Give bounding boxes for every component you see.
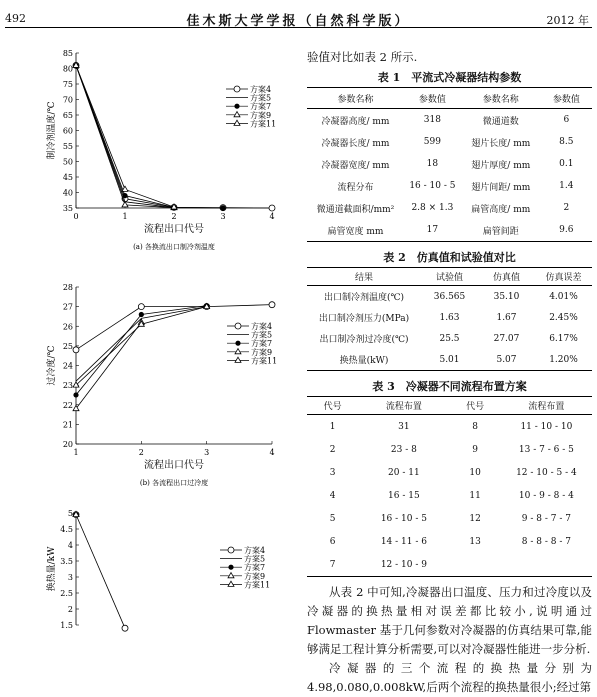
table-cell: 8	[472, 421, 478, 432]
series-line	[76, 65, 272, 208]
y-axis-label: 过冷度/℃	[47, 345, 57, 386]
data-point-marker	[235, 323, 241, 329]
table-condenser-parameters	[307, 87, 592, 242]
legend-entry: 方案5	[250, 93, 272, 103]
data-point-marker	[234, 120, 240, 125]
table-row	[307, 415, 592, 439]
table-cell: 翅片厚度/ mm	[471, 160, 531, 171]
table-cell: 微通道截面积/mm²	[316, 204, 395, 215]
table-row	[307, 507, 592, 530]
table-row	[307, 461, 592, 484]
table-cell: 换热量(kW)	[339, 356, 389, 366]
table-cell: 11	[469, 490, 481, 501]
data-point-marker	[138, 304, 144, 310]
data-point-marker	[269, 205, 275, 211]
table-cell: 1.67	[496, 312, 517, 323]
legend-entry: 方案5	[251, 330, 273, 340]
table-cell: 8 - 8 - 8 - 7	[521, 536, 571, 547]
table-row	[307, 438, 592, 461]
y-tick-label: 45	[62, 173, 73, 182]
series-line	[76, 322, 141, 408]
data-point-marker	[228, 573, 234, 578]
legend-entry: 方案4	[250, 85, 272, 94]
table-cell: 5.01	[439, 354, 460, 365]
table-row	[307, 175, 592, 197]
figure-caption: (a) 各换流出口制冷剂温度	[133, 243, 215, 251]
table3-header-cell: 代号	[449, 397, 500, 415]
table-cell: 冷凝器长度/ mm	[321, 138, 390, 149]
table2-header-cell: 结果	[307, 268, 421, 286]
table-cell: 冷凝器高度/ mm	[321, 116, 390, 127]
series-方案4	[73, 512, 128, 632]
paragraph-heat-transfer: 冷凝器的三个流程的换热量分别为 4.98,0.080,0.008kW,后两个流程的换热量很小;经过第	[307, 661, 592, 694]
figure-caption: (b) 各流程出口过冷度	[139, 479, 209, 487]
table-cell: 599	[423, 137, 441, 147]
table-cell: 1.63	[439, 312, 460, 323]
table-cell: 23 - 8	[390, 444, 417, 455]
table-cell: 12 - 10 - 5 - 4	[516, 467, 577, 478]
y-tick-label: 75	[62, 80, 73, 89]
y-axis-label: 制冷剂温度/℃	[47, 101, 57, 160]
table-cell: 16 - 10 - 5	[409, 181, 456, 191]
table-cell: 13 - 7 - 6 - 5	[518, 444, 574, 455]
table1-header-cell: 参数值	[541, 88, 592, 109]
table-cell	[449, 553, 500, 577]
table-cell	[501, 553, 592, 577]
table2-header-cell: 仿真误差	[535, 268, 592, 286]
y-tick-label: 2	[67, 605, 73, 614]
page-number: 492	[5, 12, 26, 25]
table-row	[307, 109, 592, 132]
table1-title: 表 1 平流式冷凝器结构参数	[377, 71, 522, 84]
series-方案4	[73, 302, 275, 353]
table-cell: 12 - 10 - 9	[380, 559, 427, 570]
legend-entry: 方案9	[250, 110, 272, 120]
table-cell: 9 - 8 - 7 - 7	[521, 513, 571, 524]
table-cell: 2	[329, 444, 336, 455]
data-point-marker	[234, 86, 240, 92]
legend-entry: 方案4	[251, 322, 273, 331]
table-cell: 0.1	[559, 159, 574, 169]
table-cell: 流程分布	[337, 182, 374, 193]
table2-header-cell: 仿真值	[478, 268, 535, 286]
y-tick-label: 23	[62, 381, 73, 391]
table-cell: 7	[329, 559, 336, 570]
table-row	[307, 328, 592, 349]
table2-title: 表 2 仿真值和试验值对比	[383, 251, 516, 264]
legend-entry: 方案4	[244, 546, 266, 555]
data-point-marker	[122, 202, 128, 207]
table-cell: 4.01%	[549, 291, 578, 302]
legend-entry: 方案11	[251, 356, 278, 366]
table-cell: 9.6	[559, 225, 574, 235]
table-cell: 35.10	[493, 291, 520, 302]
series-方案7	[73, 63, 225, 211]
table-cell: 1	[329, 421, 336, 432]
y-tick-label: 4	[67, 541, 73, 550]
x-axis-label: 流程出口代号	[144, 224, 204, 235]
legend-entry: 方案7	[244, 563, 266, 573]
data-point-marker	[235, 349, 241, 354]
table3-header-cell: 流程布置	[501, 397, 592, 415]
y-tick-label: 60	[62, 126, 73, 136]
y-tick-label: 21	[62, 420, 73, 430]
y-tick-label: 22	[62, 400, 73, 410]
table-row	[307, 219, 592, 242]
table-cell: 36.565	[433, 291, 466, 302]
table-row	[307, 307, 592, 328]
table-row	[307, 484, 592, 507]
table-row	[307, 197, 592, 219]
legend-entry: 方案9	[251, 347, 273, 357]
data-point-marker	[269, 302, 275, 308]
table-cell: 13	[469, 536, 481, 547]
table-flow-layout-schemes	[307, 396, 592, 577]
series-line	[76, 65, 223, 208]
table-row	[307, 131, 592, 153]
table1-header-cell: 参数值	[404, 88, 461, 109]
y-tick-label: 27	[62, 302, 73, 312]
table-cell: 10 - 9 - 8 - 4	[518, 490, 574, 501]
data-point-marker	[228, 547, 234, 553]
table-cell: 5.07	[496, 354, 517, 365]
table-cell: 27.07	[493, 333, 520, 344]
paragraph-analysis: 从表 2 中可知,冷凝器出口温度、压力和过冷度以及冷凝器的换热量相对误差都比较小,说明通过 Flowmaster 基于几何参数对冷凝器的仿真结果可靠,能够满足工程计算分析需要,可以对冷凝器性能进一步分析.	[307, 585, 592, 656]
data-point-marker	[234, 112, 240, 117]
table-cell: 11 - 10 - 10	[520, 421, 573, 432]
data-point-marker	[122, 186, 128, 191]
y-tick-label: 40	[62, 188, 73, 198]
x-tick-label: 0	[73, 212, 79, 221]
data-point-marker	[228, 565, 233, 570]
x-tick-label: 3	[204, 448, 210, 457]
y-tick-label: 28	[62, 283, 73, 292]
table3-title: 表 3 冷凝器不同流程布置方案	[372, 380, 527, 393]
table-simulation-vs-test	[307, 267, 592, 371]
journal-title: 佳木斯大学学报（自然科学版）	[186, 14, 411, 29]
table-cell: 3	[329, 467, 336, 478]
table-cell: 1.20%	[549, 354, 578, 365]
table-cell: 4	[329, 490, 336, 501]
legend-entry: 方案7	[250, 102, 272, 112]
table-cell: 6.17%	[549, 333, 578, 344]
data-point-marker	[235, 357, 241, 362]
table1-header-cell: 参数名称	[307, 88, 404, 109]
intro-text: 验值对比如表 2 所示.	[307, 50, 418, 64]
series-line	[76, 65, 223, 208]
data-point-marker	[122, 193, 127, 198]
table-cell: 6	[563, 115, 570, 125]
series-方案7	[73, 303, 209, 397]
series-line	[76, 515, 125, 629]
table-cell: 9	[472, 444, 478, 455]
x-tick-label: 1	[73, 448, 79, 457]
table-cell: 318	[423, 115, 441, 125]
data-point-marker	[73, 347, 79, 353]
series-方案4	[73, 62, 275, 211]
x-tick-label: 4	[269, 212, 275, 221]
table-cell: 16 - 10 - 5	[380, 513, 427, 524]
y-tick-label: 3.5	[60, 557, 73, 566]
table-cell: 6	[329, 536, 336, 547]
x-tick-label: 1	[122, 212, 128, 221]
y-tick-label: 25	[62, 341, 73, 351]
table-cell: 扁管宽度 mm	[327, 226, 384, 237]
table-row	[307, 530, 592, 553]
data-point-marker	[139, 312, 144, 317]
table3-header-cell: 流程布置	[358, 397, 449, 415]
table-cell: 8.5	[559, 137, 574, 147]
y-tick-label: 5	[67, 509, 73, 518]
table-cell: 出口制冷剂过冷度(℃)	[319, 335, 409, 345]
x-tick-label: 4	[269, 448, 275, 457]
legend-entry: 方案9	[244, 571, 266, 581]
y-axis-label: 换热量/kW	[47, 546, 57, 592]
running-header	[0, 6, 597, 28]
x-tick-label: 2	[138, 448, 144, 457]
table-cell: 2	[563, 203, 570, 213]
table-cell: 2.8 × 1.3	[411, 203, 454, 213]
table-row	[307, 153, 592, 175]
series-方案5	[76, 307, 207, 382]
y-tick-label: 35	[62, 204, 73, 213]
table-cell: 扁管间距	[482, 226, 519, 237]
table-cell: 17	[426, 225, 439, 235]
table-cell: 1.4	[559, 181, 574, 191]
legend-entry: 方案7	[251, 339, 273, 349]
y-tick-label: 2.5	[60, 589, 73, 598]
table-row	[307, 553, 592, 577]
y-tick-label: 55	[62, 142, 73, 151]
chart-subcooling	[0, 278, 300, 498]
y-tick-label: 80	[62, 64, 73, 74]
y-tick-label: 1.5	[60, 621, 73, 630]
y-tick-label: 24	[62, 361, 73, 371]
table-cell: 5	[329, 513, 336, 524]
table-cell: 12	[469, 513, 481, 524]
table-cell: 翅片间距/ mm	[471, 182, 531, 193]
table-cell: 18	[426, 159, 439, 169]
y-tick-label: 50	[62, 157, 73, 167]
y-tick-label: 26	[62, 322, 73, 332]
data-point-marker	[73, 392, 78, 397]
table-cell: 14 - 11 - 6	[380, 536, 427, 547]
legend-entry: 方案5	[244, 554, 266, 564]
legend-entry: 方案11	[244, 580, 271, 590]
table-cell: 20 - 11	[388, 467, 420, 478]
data-point-marker	[234, 104, 239, 109]
x-axis-label: 流程出口代号	[144, 460, 204, 471]
table-cell: 翅片长度/ mm	[471, 138, 531, 149]
y-tick-label: 3	[67, 573, 73, 582]
header-rule	[5, 27, 592, 28]
table1-header-cell: 参数名称	[461, 88, 541, 109]
series-方案5	[76, 65, 223, 208]
table-cell: 出口制冷剂压力(MPa)	[318, 314, 410, 324]
table-row	[307, 286, 592, 308]
table2-header-cell: 试验值	[421, 268, 478, 286]
table-cell: 2.45%	[549, 312, 578, 323]
chart-heat-transfer	[0, 505, 300, 645]
legend-entry: 方案11	[250, 119, 277, 129]
publication-year: 2012 年	[546, 14, 589, 27]
data-point-marker	[228, 581, 234, 586]
x-tick-label: 2	[171, 212, 177, 221]
table-cell: 25.5	[439, 333, 460, 344]
y-tick-label: 85	[62, 49, 73, 58]
series-方案11	[73, 62, 177, 209]
table-cell: 冷凝器宽度/ mm	[321, 160, 390, 171]
y-tick-label: 70	[62, 95, 73, 105]
table-cell: 31	[398, 421, 410, 432]
y-tick-label: 20	[62, 440, 73, 449]
table-cell: 16 - 15	[388, 490, 420, 501]
table-cell: 出口制冷剂温度(℃)	[323, 293, 405, 303]
y-tick-label: 4.5	[60, 525, 73, 534]
y-tick-label: 65	[62, 111, 73, 120]
chart-refrigerant-temperature	[0, 40, 300, 260]
table-cell: 微通道数	[482, 116, 519, 127]
data-point-marker	[220, 205, 225, 210]
table3-header-cell: 代号	[307, 397, 358, 415]
table-cell: 10	[469, 467, 481, 478]
x-tick-label: 3	[220, 212, 226, 221]
text-column	[307, 32, 592, 697]
table-cell: 扁管高度/ mm	[471, 204, 531, 215]
data-point-marker	[235, 341, 240, 346]
series-方案9	[73, 319, 144, 411]
data-point-marker	[122, 625, 128, 631]
table-row	[307, 349, 592, 371]
series-line	[76, 307, 207, 382]
